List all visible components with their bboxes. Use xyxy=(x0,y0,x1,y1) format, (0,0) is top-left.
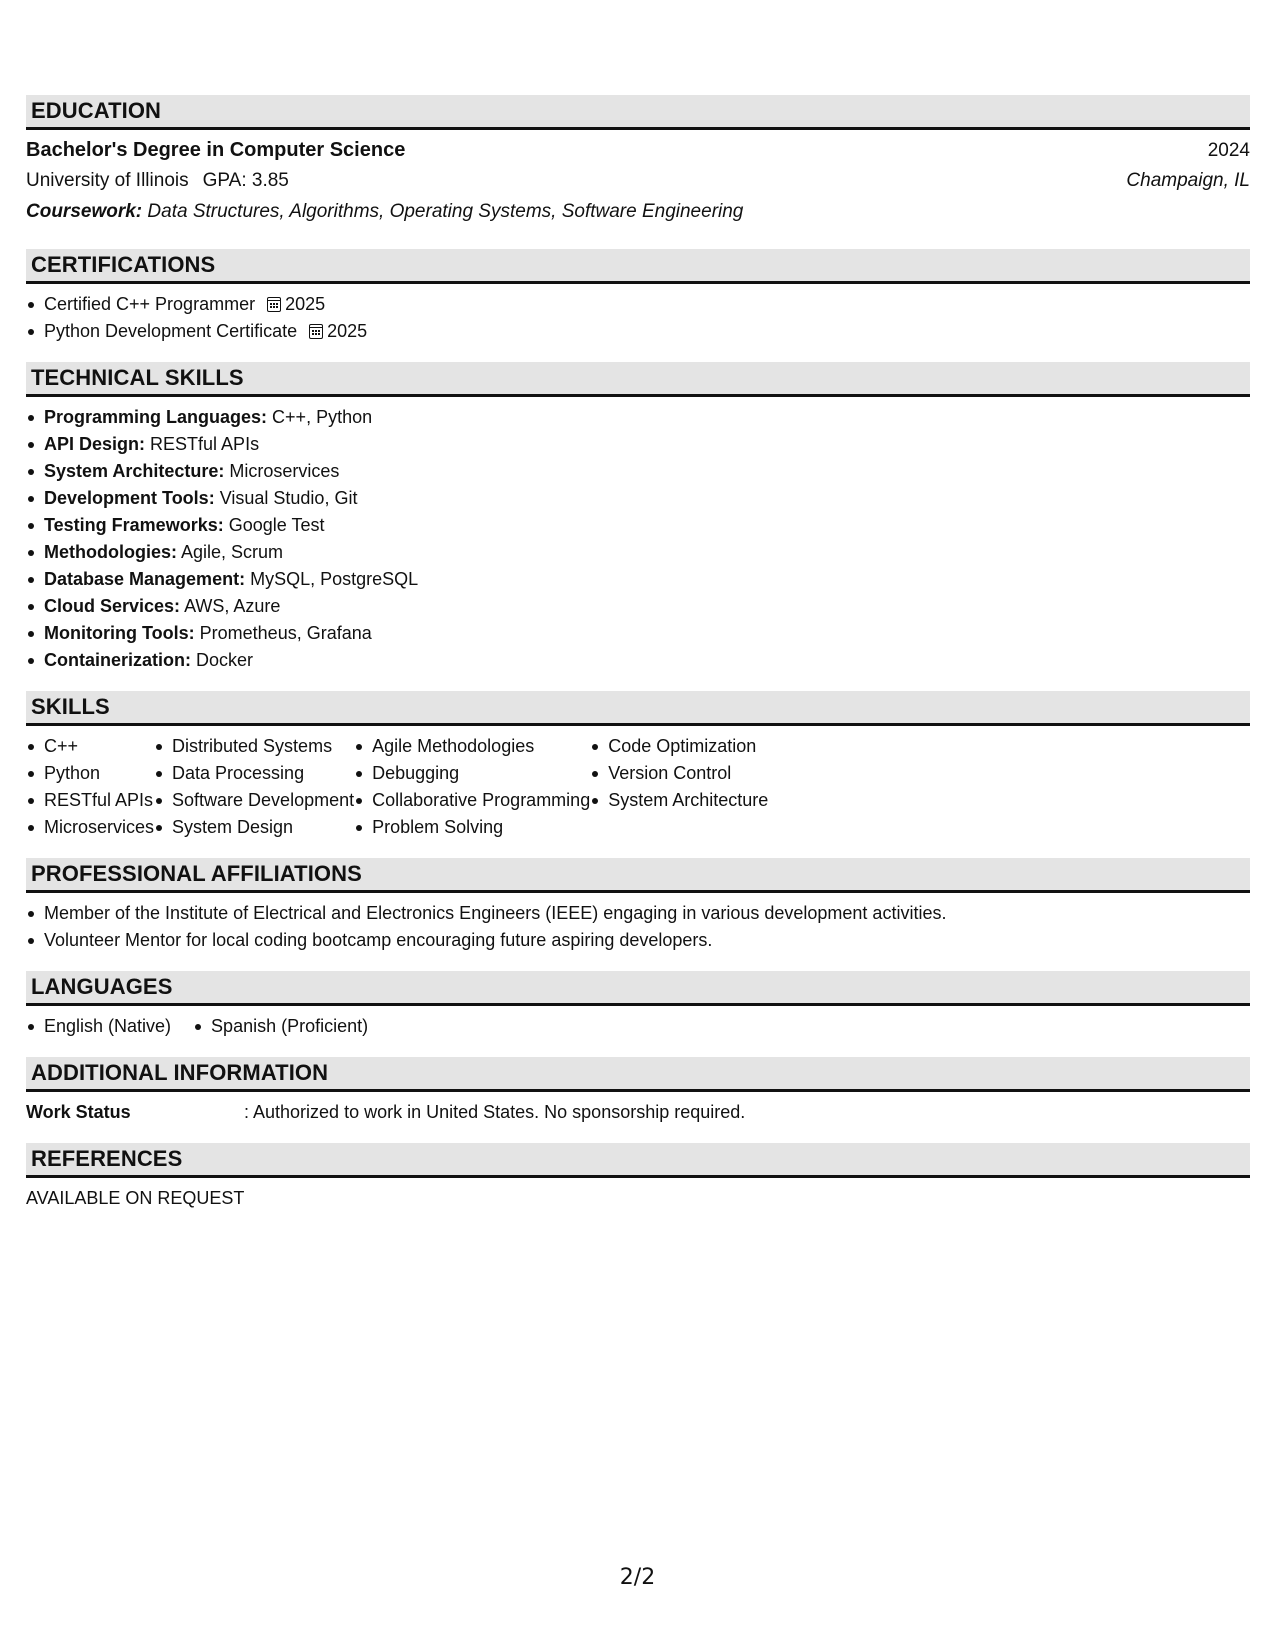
list-item: Spanish (Proficient) xyxy=(193,1013,368,1040)
section-heading: PROFESSIONAL AFFILIATIONS xyxy=(26,858,1250,893)
technical-skills-list xyxy=(26,404,1250,674)
school-location: Champaign, IL xyxy=(1126,170,1250,191)
section-heading: ADDITIONAL INFORMATION xyxy=(26,1057,1250,1092)
list-item xyxy=(26,404,1250,431)
list-item: Data Processing xyxy=(154,760,354,787)
list-item: System Architecture xyxy=(590,787,768,814)
certification-year: 2025 xyxy=(327,321,368,341)
coursework-label: Coursework: xyxy=(26,201,143,222)
references-text: AVAILABLE ON REQUEST xyxy=(26,1188,245,1208)
affiliations-section xyxy=(26,858,1250,954)
list-item xyxy=(26,291,1250,318)
references-section xyxy=(26,1143,1250,1212)
calendar-icon xyxy=(309,324,323,339)
list-item: Volunteer Mentor for local coding bootcamp encouraging future aspiring developers. xyxy=(26,927,1250,954)
list-item xyxy=(26,539,1250,566)
calendar-icon xyxy=(267,297,281,312)
work-status-value: : Authorized to work in United States. No sponsorship required. xyxy=(244,1102,746,1122)
skills-section xyxy=(26,691,1250,841)
list-item: Microservices xyxy=(26,814,154,841)
list-item: Member of the Institute of Electrical and Electronics Engineers (IEEE) engaging in various development activities. xyxy=(26,900,1250,927)
section-heading: EDUCATION xyxy=(26,95,1250,130)
skill-category: Database Management: xyxy=(44,569,246,589)
education-section xyxy=(26,95,1250,232)
page-number: 2/2 xyxy=(619,1565,656,1590)
skill-value: Agile, Scrum xyxy=(181,542,284,562)
list-item: Agile Methodologies xyxy=(354,733,590,760)
skills-column xyxy=(354,733,590,841)
degree-title: Bachelor's Degree in Computer Science xyxy=(26,139,406,161)
list-item: Problem Solving xyxy=(354,814,590,841)
skills-grid xyxy=(26,726,1250,841)
skill-value: Docker xyxy=(196,650,254,670)
certification-year: 2025 xyxy=(285,294,326,314)
skill-category: Testing Frameworks: xyxy=(44,515,224,535)
affiliations-list xyxy=(26,900,1250,954)
skill-category: Development Tools: xyxy=(44,488,215,508)
list-item: Debugging xyxy=(354,760,590,787)
skill-category: Methodologies: xyxy=(44,542,177,562)
skill-value: MySQL, PostgreSQL xyxy=(250,569,419,589)
skill-value: RESTful APIs xyxy=(150,434,260,454)
certifications-section xyxy=(26,249,1250,345)
languages-section xyxy=(26,971,1250,1040)
list-item xyxy=(26,485,1250,512)
list-item: RESTful APIs xyxy=(26,787,154,814)
list-item xyxy=(26,593,1250,620)
list-item: Distributed Systems xyxy=(154,733,354,760)
list-item xyxy=(26,620,1250,647)
skill-category: Programming Languages: xyxy=(44,407,268,427)
skill-value: AWS, Azure xyxy=(184,596,281,616)
certification-name: Certified C++ Programmer xyxy=(44,294,256,314)
section-heading: LANGUAGES xyxy=(26,971,1250,1006)
skill-category: Monitoring Tools: xyxy=(44,623,195,643)
list-item xyxy=(26,566,1250,593)
work-status-label: Work Status xyxy=(26,1102,131,1122)
coursework xyxy=(26,201,1250,232)
list-item xyxy=(26,512,1250,539)
skills-column xyxy=(154,733,354,841)
list-item: English (Native) xyxy=(26,1013,171,1040)
skill-value: Prometheus, Grafana xyxy=(199,623,372,643)
section-heading: TECHNICAL SKILLS xyxy=(26,362,1250,397)
list-item xyxy=(26,647,1250,674)
resume-page xyxy=(26,95,1250,1229)
work-status-row xyxy=(26,1092,1250,1126)
list-item xyxy=(26,458,1250,485)
list-item: Version Control xyxy=(590,760,768,787)
list-item: Software Development xyxy=(154,787,354,814)
list-item xyxy=(26,318,1250,345)
list-item xyxy=(26,431,1250,458)
skill-value: Google Test xyxy=(228,515,325,535)
education-entry xyxy=(26,130,1250,232)
school-name: University of Illinois xyxy=(26,170,189,191)
skill-value: Microservices xyxy=(229,461,340,481)
certification-name: Python Development Certificate xyxy=(44,321,298,341)
list-item: Python xyxy=(26,760,154,787)
skill-category: System Architecture: xyxy=(44,461,225,481)
list-item: Collaborative Programming xyxy=(354,787,590,814)
list-item: C++ xyxy=(26,733,154,760)
skill-category: Containerization: xyxy=(44,650,191,670)
skill-value: C++, Python xyxy=(272,407,373,427)
section-heading: REFERENCES xyxy=(26,1143,1250,1178)
skill-value: Visual Studio, Git xyxy=(219,488,358,508)
list-item: Code Optimization xyxy=(590,733,768,760)
technical-skills-section xyxy=(26,362,1250,674)
graduation-year: 2024 xyxy=(1207,140,1250,161)
list-item: System Design xyxy=(154,814,354,841)
section-heading: CERTIFICATIONS xyxy=(26,249,1250,284)
gpa: GPA: 3.85 xyxy=(202,170,289,191)
skill-category: API Design: xyxy=(44,434,146,454)
skills-column xyxy=(590,733,768,841)
coursework-list: Data Structures, Algorithms, Operating Systems, Software Engineering xyxy=(147,201,744,222)
skills-column xyxy=(26,733,154,841)
section-heading: SKILLS xyxy=(26,691,1250,726)
certification-list xyxy=(26,291,1250,345)
languages-list xyxy=(26,1013,390,1040)
additional-info-section xyxy=(26,1057,1250,1126)
skill-category: Cloud Services: xyxy=(44,596,181,616)
